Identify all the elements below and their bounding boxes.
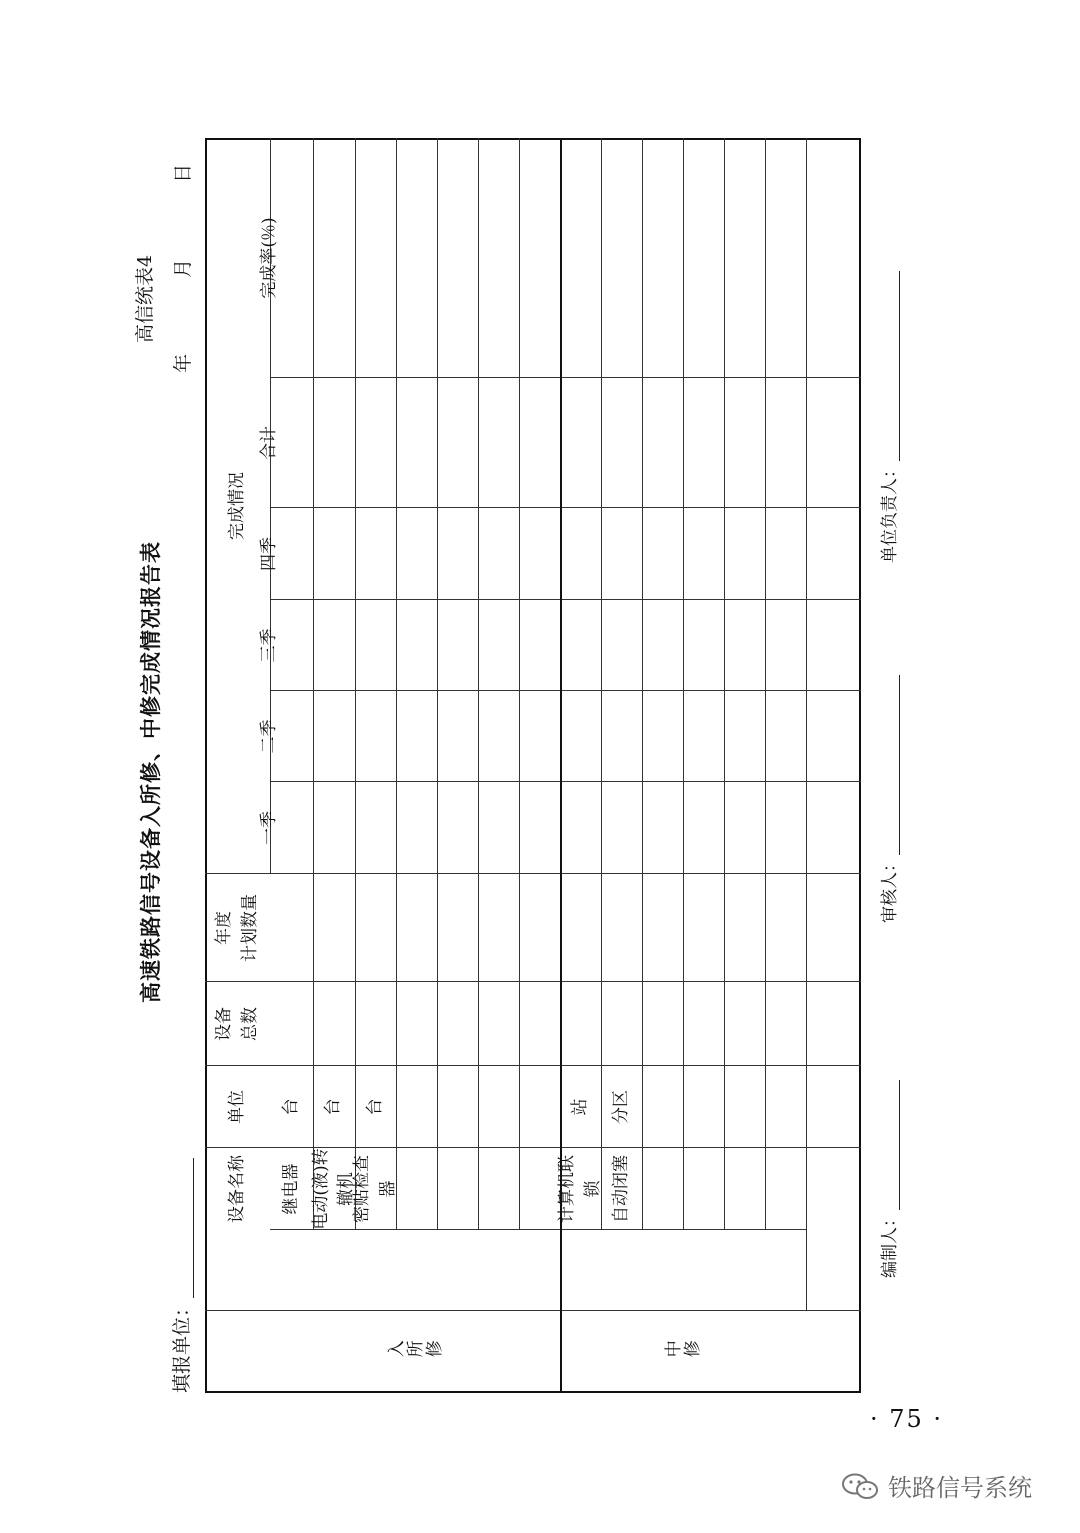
row-unit: 台	[280, 1098, 301, 1116]
grid-line	[205, 873, 861, 874]
compiler-label: 编制人：	[880, 1210, 900, 1278]
row-equipment-name	[724, 1148, 765, 1230]
row-equipment-name	[765, 1148, 806, 1230]
row-unit	[806, 1066, 861, 1148]
header-total-line1: 设备	[214, 1007, 234, 1041]
row-unit: 站	[569, 1098, 590, 1116]
section-label: 入所修	[386, 1341, 444, 1362]
row-unit: 台	[364, 1098, 385, 1116]
row-equipment-name	[396, 1148, 437, 1230]
row-unit	[478, 1066, 519, 1148]
row-unit	[765, 1066, 806, 1148]
row-equipment-name: 密贴检查器	[352, 1155, 398, 1223]
wechat-icon	[840, 1471, 880, 1501]
grid-line	[270, 377, 861, 378]
header-total	[205, 982, 270, 1066]
date-year: 年	[172, 353, 194, 373]
row-equipment-name	[806, 1148, 861, 1230]
date-line	[168, 164, 195, 373]
compiler-input[interactable]	[877, 1080, 900, 1210]
responsible-field	[875, 271, 900, 563]
row-equipment-name	[683, 1148, 724, 1230]
row-equipment-name	[642, 1148, 683, 1230]
row-unit: 台	[323, 1098, 344, 1116]
report-table: 设备名称 单位 设备 总数 年度 计划数量 完成情况 一季 二季 三季 四季 合计 完成率(％) 入所修 继电器 台 电动(液)转辙机 台 密贴检查器 台 中修 计算机联锁 站 自动闭塞 分区	[205, 138, 861, 1393]
header-plan-line2: 计划数量	[239, 894, 260, 962]
page-number: · 75 ·	[870, 1405, 944, 1433]
reporting-unit	[167, 1158, 194, 1393]
header-unit: 单位	[226, 1090, 247, 1124]
reviewer-field	[875, 675, 900, 923]
watermark-text: 铁路信号系统	[888, 1474, 1032, 1502]
row-equipment-name	[437, 1148, 478, 1230]
responsible-label: 单位负责人：	[880, 461, 900, 563]
row-unit: 分区	[610, 1090, 631, 1124]
row-unit	[683, 1066, 724, 1148]
row-equipment-name: 电动(液)转辙机	[310, 1148, 356, 1230]
page-title: 高速铁路信号设备入所修、中修完成情况报告表	[139, 541, 163, 1003]
row-unit	[642, 1066, 683, 1148]
form-code: 高信统表4	[134, 254, 156, 343]
grid-line	[205, 981, 861, 982]
row-equipment-name	[478, 1148, 519, 1230]
header-plan-line1: 年度	[214, 911, 234, 945]
grid-line	[270, 507, 861, 508]
header-equipment-name: 设备名称	[226, 1155, 247, 1223]
date-month: 月	[172, 258, 194, 278]
row-unit	[396, 1066, 437, 1148]
row-unit	[437, 1066, 478, 1148]
responsible-input[interactable]	[877, 271, 900, 461]
watermark	[840, 1468, 1032, 1503]
date-day: 日	[172, 163, 194, 183]
grid-line	[270, 690, 861, 691]
reviewer-input[interactable]	[877, 675, 900, 855]
reviewer-label: 审核人：	[880, 855, 900, 923]
row-unit	[519, 1066, 560, 1148]
header-completion: 完成情况	[226, 472, 247, 540]
row-equipment-name: 计算机联锁	[557, 1155, 603, 1223]
reporting-unit-input[interactable]	[171, 1158, 194, 1298]
row-equipment-name	[519, 1148, 560, 1230]
row-unit	[724, 1066, 765, 1148]
grid-line	[270, 599, 861, 600]
grid-line	[270, 781, 861, 782]
section-label: 中修	[664, 1341, 702, 1362]
compiler-field	[875, 1080, 900, 1278]
header-plan	[205, 874, 270, 982]
header-total-line2: 总数	[239, 1007, 260, 1041]
row-equipment-name: 自动闭塞	[610, 1155, 631, 1223]
row-equipment-name: 继电器	[280, 1163, 301, 1215]
reporting-unit-label: 填报单位：	[171, 1297, 193, 1393]
